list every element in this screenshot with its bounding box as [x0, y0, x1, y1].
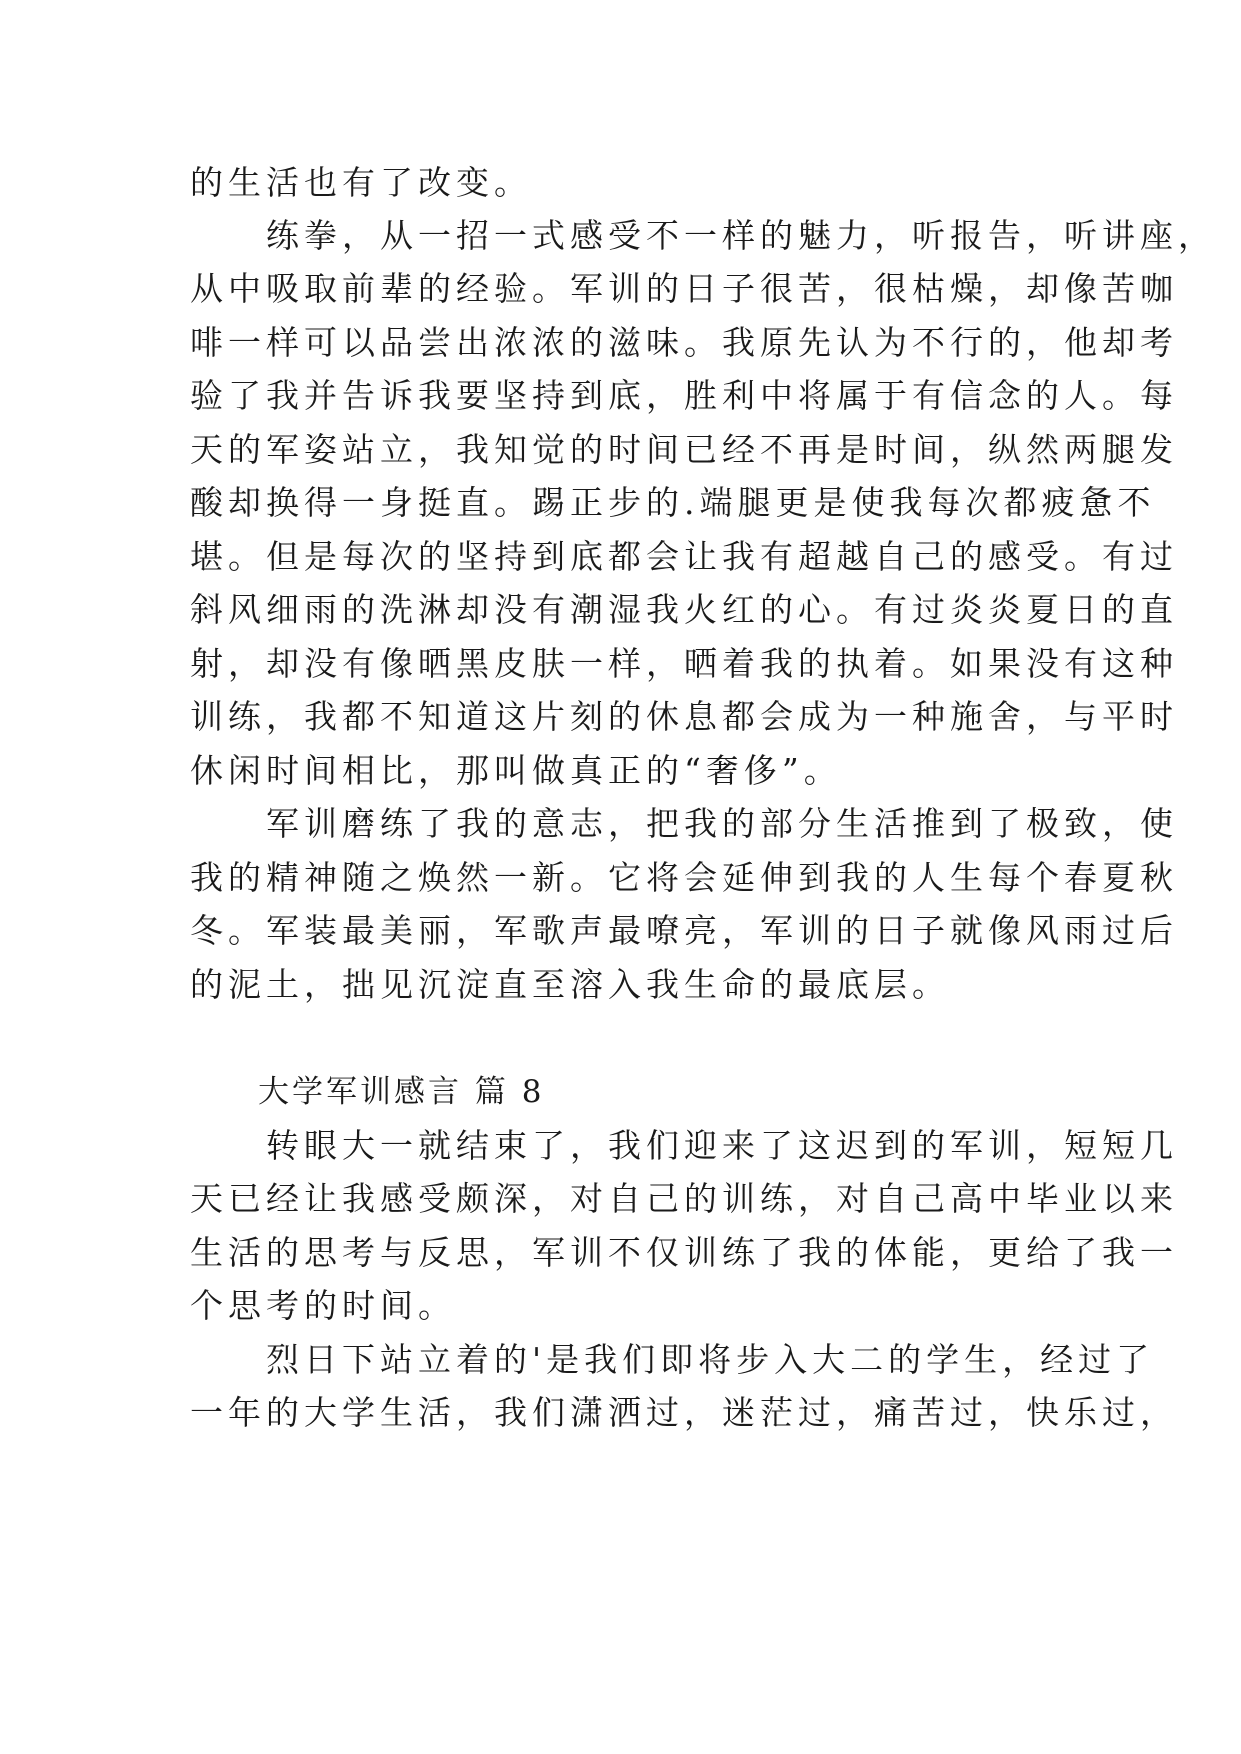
- text-line: 军训磨练了我的意志，把我的部分生活推到了极致，使: [190, 804, 1178, 843]
- text-line: 休闲时间相比，那叫做真正的“奢侈”。: [190, 751, 842, 790]
- text-line: 我的精神随之焕然一新。它将会延伸到我的人生每个春夏秋: [190, 858, 1178, 897]
- text-line: 验了我并告诉我要坚持到底，胜利中将属于有信念的人。每: [190, 376, 1178, 415]
- text-line: 生活的思考与反思，军训不仅训练了我的体能，更给了我一: [190, 1233, 1178, 1272]
- text-line: 转眼大一就结束了，我们迎来了这迟到的军训，短短几: [190, 1126, 1178, 1165]
- text-line: 堪。但是每次的坚持到底都会让我有超越自己的感受。有过: [190, 537, 1178, 576]
- text-line: 啡一样可以品尝出浓浓的滋味。我原先认为不行的，他却考: [190, 323, 1178, 362]
- text-line: 一年的大学生活，我们潇洒过，迷茫过，痛苦过，快乐过，: [190, 1393, 1178, 1432]
- text-line: 的生活也有了改变。: [190, 163, 532, 202]
- section-heading: 大学军训感言 篇 8: [258, 1074, 545, 1110]
- text-line: 的泥土，拙见沉淀直至溶入我生命的最底层。: [190, 965, 950, 1004]
- text-line: 练拳，从一招一式感受不一样的魅力，听报告，听讲座，: [190, 216, 1216, 255]
- text-line: 射，却没有像晒黑皮肤一样，晒着我的执着。如果没有这种: [190, 644, 1178, 683]
- text-line: 个思考的时间。: [190, 1286, 456, 1325]
- text-line: 冬。军装最美丽，军歌声最嘹亮，军训的日子就像风雨过后: [190, 911, 1178, 950]
- text-line: 天的军姿站立，我知觉的时间已经不再是时间，纵然两腿发: [190, 430, 1178, 469]
- text-line: 天已经让我感受颇深，对自己的训练，对自己高中毕业以来: [190, 1179, 1178, 1218]
- text-line: 从中吸取前辈的经验。军训的日子很苦，很枯燥，却像苦咖: [190, 269, 1178, 308]
- text-line: 酸却换得一身挺直。踢正步的.端腿更是使我每次都疲惫不: [190, 483, 1156, 522]
- text-line: 烈日下站立着的'是我们即将步入大二的学生，经过了: [190, 1340, 1155, 1379]
- text-line: 训练，我都不知道这片刻的休息都会成为一种施舍，与平时: [190, 697, 1178, 736]
- text-line: 斜风细雨的洗淋却没有潮湿我火红的心。有过炎炎夏日的直: [190, 590, 1178, 629]
